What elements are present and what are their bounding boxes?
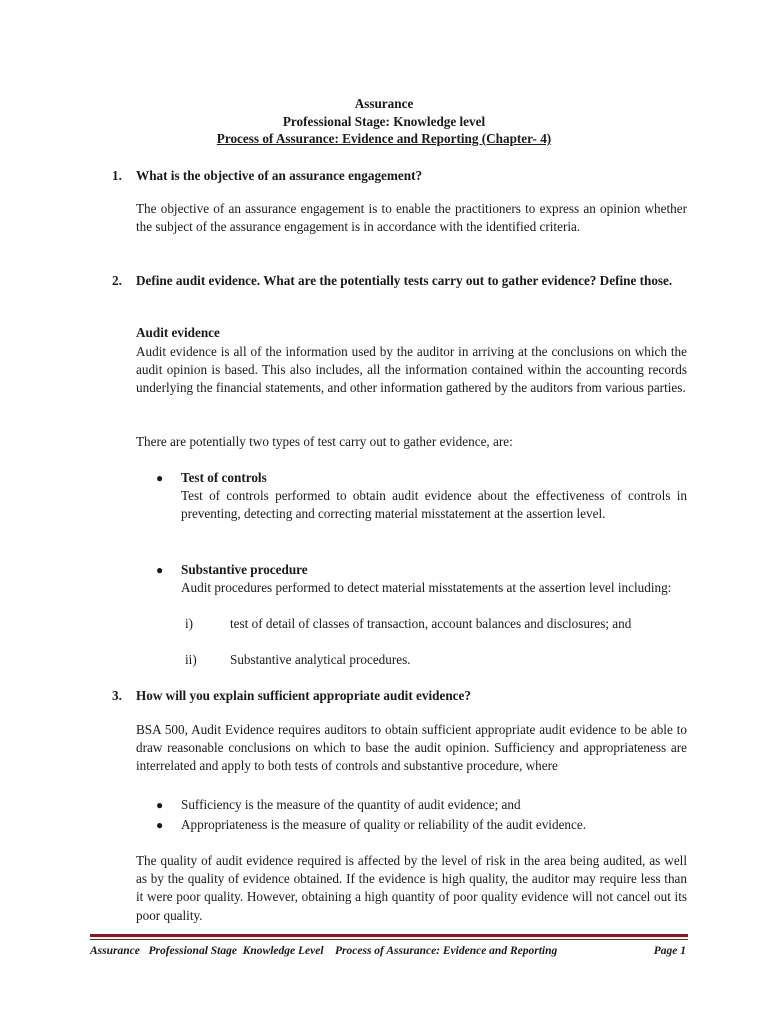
footer-text: Assurance Professional Stage Knowledge Level Process of Assurance: Evidence and Reporting: [90, 945, 558, 957]
header-chapter: Process of Assurance: Evidence and Reporting (Chapter- 4): [216, 131, 552, 146]
question-number: 3.: [112, 688, 122, 703]
q3-paragraph-2: The quality of audit evidence required is affected by the level of risk in the area being audited, as well as by the quality of evidence obtained. If the evidence is high quality, the auditor may require less than it were poor quality. However, obtaining a high quantity of poor quality evidence will not cancel out its poor quality.: [136, 853, 687, 923]
footer-rule-thin: [90, 939, 688, 940]
footer-rule-thick: [90, 934, 688, 937]
roman-text: Substantive analytical procedures.: [230, 652, 411, 667]
bullet-title: Substantive procedure: [181, 562, 308, 577]
bullet-text: Appropriateness is the measure of quality or reliability of the audit evidence.: [181, 817, 587, 832]
bullet-appropriateness: [156, 816, 687, 834]
bullet-dot-icon: ●: [156, 798, 164, 812]
bullet-substantive-procedure: [156, 561, 687, 597]
question-text: How will you explain sufficient appropriate audit evidence?: [136, 688, 471, 703]
question-number: 2.: [112, 273, 122, 288]
bullet-text: Test of controls performed to obtain audit evidence about the effectiveness of controls in preventing, detecting and correcting material misstatement at the assertion level.: [181, 488, 687, 522]
roman-text: test of detail of classes of transaction, account balances and disclosures; and: [230, 616, 632, 631]
roman-item-2: [181, 651, 687, 669]
question-text: Define audit evidence. What are the potentially tests carry out to gather evidence? Define those.: [136, 273, 673, 288]
bullet-text: Audit procedures performed to detect material misstatements at the assertion level including:: [181, 580, 672, 596]
bullet-dot-icon: ●: [156, 563, 164, 577]
audit-evidence-heading: Audit evidence: [136, 325, 220, 340]
header-stage: Professional Stage: Knowledge level: [282, 113, 486, 129]
q3-paragraph-1: BSA 500, Audit Evidence requires auditors to obtain sufficient appropriate audit evidence to be able to draw reasonable conclusions on which to base the audit opinion. Sufficiency and appropriateness are interrelated and apply to both tests of controls and substantive procedure, where: [136, 722, 687, 774]
question-text: What is the objective of an assurance engagement?: [136, 168, 423, 183]
bullet-text: Sufficiency is the measure of the quantity of audit evidence; and: [181, 797, 521, 812]
question-1: [112, 167, 688, 185]
audit-evidence-definition: Audit evidence is all of the information used by the auditor in arriving at the conclusions on which the audit opinion is based. This also includes, all the information contained within the accounting records underlying the financial statements, and other information gathered by the auditors from various parties.: [136, 344, 687, 396]
header-title: Assurance: [354, 96, 414, 111]
roman-number: i): [185, 616, 194, 631]
question-2: [112, 272, 688, 290]
question-3: [112, 687, 688, 705]
bullet-dot-icon: ●: [156, 471, 164, 485]
bullet-sufficiency: [156, 796, 687, 814]
q1-answer: The objective of an assurance engagement is to enable the practitioners to express an opinion whether the subject of the assurance engagement is in accordance with the identified criteria.: [136, 201, 687, 235]
roman-item-1: [181, 615, 687, 633]
bullet-title: Test of controls: [181, 470, 267, 485]
roman-number: ii): [185, 652, 197, 667]
bullet-dot-icon: ●: [156, 818, 164, 832]
page-number: Page 1: [653, 945, 686, 957]
bullet-test-of-controls: [156, 469, 687, 524]
question-number: 1.: [112, 168, 122, 183]
page-header: [0, 95, 768, 148]
tests-intro: There are potentially two types of test carry out to gather evidence, are:: [136, 434, 513, 449]
